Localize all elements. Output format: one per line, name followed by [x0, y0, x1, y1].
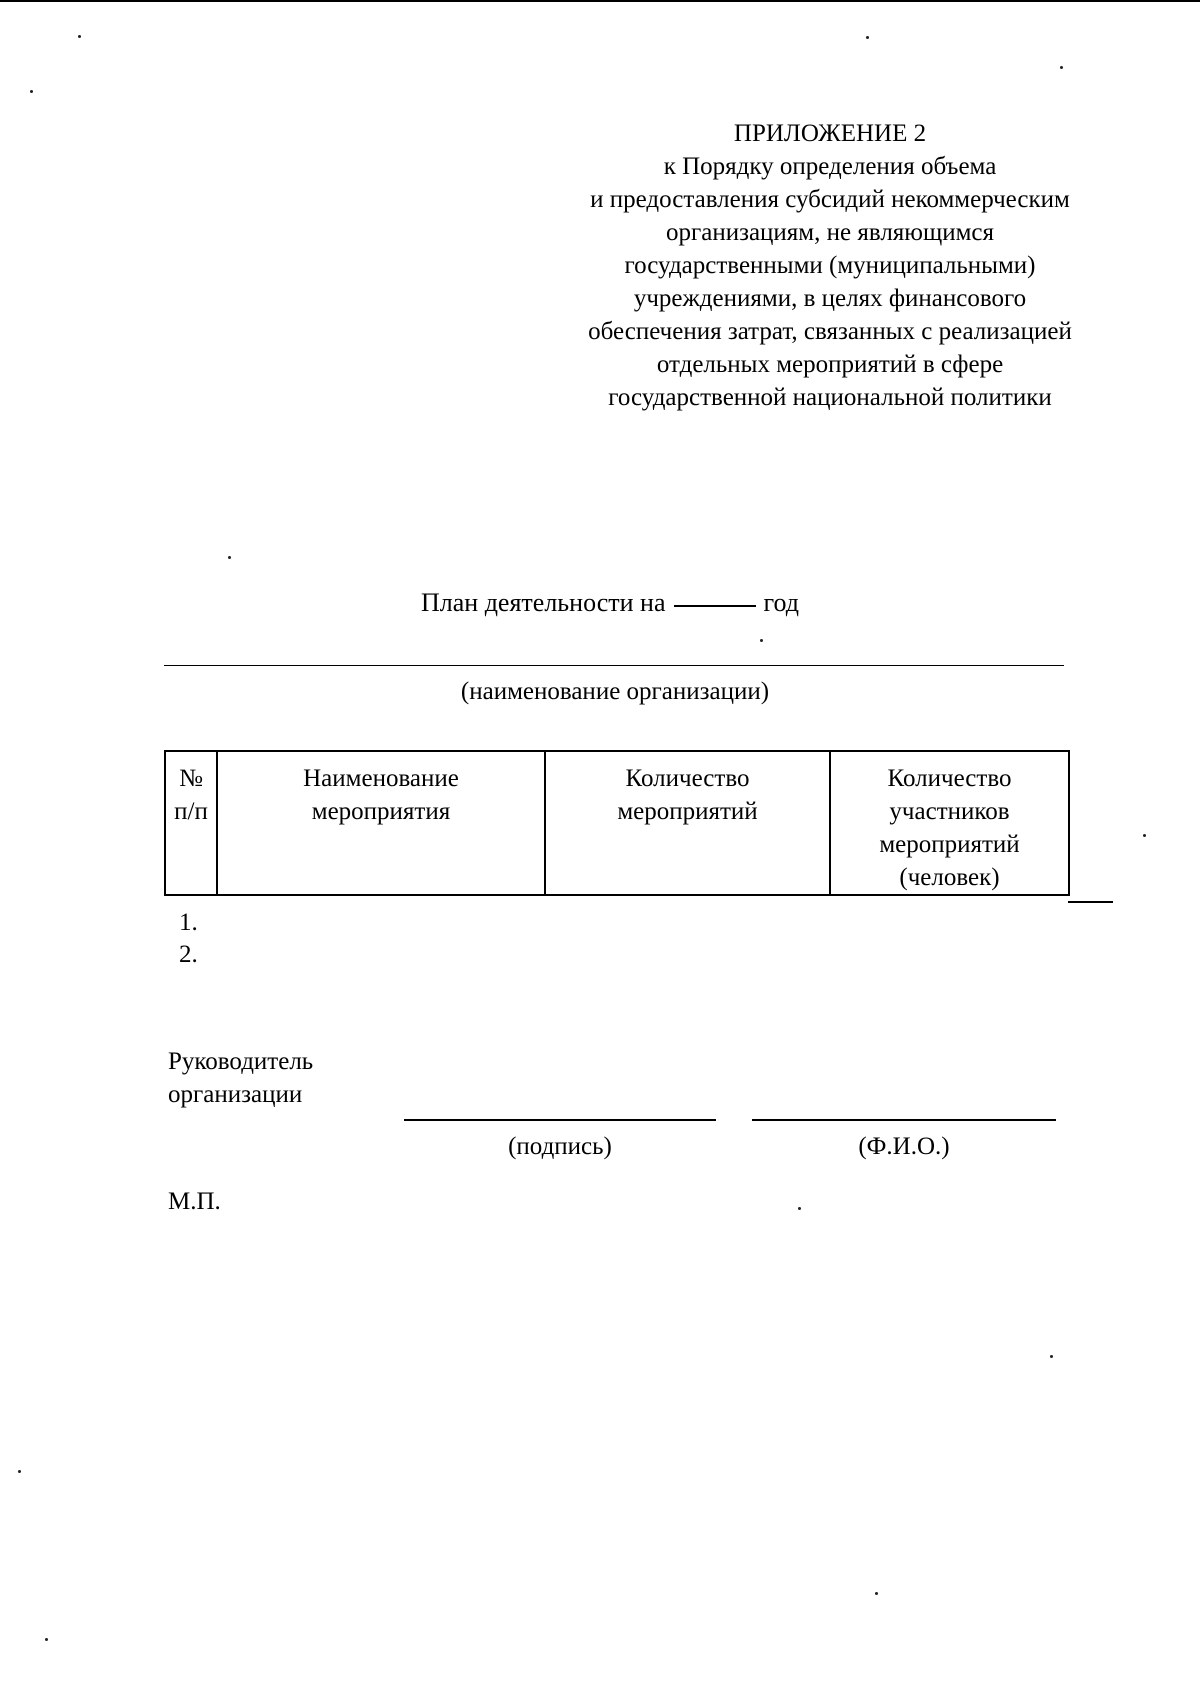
column-header-line: п/п	[174, 798, 208, 825]
organization-name-line	[164, 665, 1064, 666]
table-bottom-rule-extension	[1068, 901, 1113, 903]
column-header-line: Наименование	[303, 765, 459, 792]
scan-speck	[18, 1470, 21, 1473]
column-header-event-count	[545, 751, 830, 895]
appendix-line: к Порядку определения объема	[663, 153, 997, 180]
appendix-header	[540, 117, 1120, 414]
column-header-line: мероприятия	[311, 798, 451, 825]
column-header-line: Количество	[887, 765, 1012, 792]
full-name-line	[752, 1119, 1056, 1121]
appendix-line: организациям, не являющимся	[665, 219, 995, 246]
row-number: 2.	[179, 941, 198, 968]
head-label-line: организации	[168, 1081, 303, 1108]
page-top-border	[0, 0, 1200, 2]
plan-title-suffix: год	[763, 588, 799, 617]
scan-speck	[1060, 66, 1063, 69]
appendix-title: ПРИЛОЖЕНИЕ 2	[733, 120, 927, 147]
scan-speck	[760, 639, 763, 642]
column-header-number	[165, 751, 217, 895]
scan-speck	[798, 1207, 801, 1210]
column-header-line: участников	[889, 798, 1010, 825]
stamp-place-label: М.П.	[168, 1188, 221, 1215]
year-blank-field	[674, 605, 756, 607]
column-header-participant-count	[830, 751, 1069, 895]
signature-caption: (подпись)	[508, 1133, 612, 1160]
scan-speck	[45, 1638, 48, 1641]
appendix-line: государственной национальной политики	[608, 384, 1052, 411]
signature-line	[404, 1119, 716, 1121]
plan-title-prefix: План деятельности на	[421, 588, 666, 617]
scan-speck	[228, 556, 231, 559]
head-label-line: Руководитель	[168, 1048, 314, 1075]
scan-speck	[875, 1592, 878, 1595]
appendix-line: и предоставления субсидий некоммерческим	[590, 186, 1070, 213]
full-name-caption: (Ф.И.О.)	[858, 1133, 950, 1160]
column-header-line: (человек)	[899, 864, 1000, 891]
activities-table	[164, 750, 1070, 896]
column-header-event-name	[217, 751, 545, 895]
appendix-line: обеспечения затрат, связанных с реализацией	[588, 318, 1072, 345]
appendix-line: отдельных мероприятий в сфере	[656, 351, 1004, 378]
head-of-organization-label	[168, 1045, 313, 1111]
column-header-line: мероприятий	[617, 798, 758, 825]
table-row-numbers	[179, 907, 198, 971]
column-header-line: №	[179, 765, 203, 792]
scan-speck	[1143, 834, 1146, 837]
row-number: 1.	[179, 909, 198, 936]
appendix-line: государственными (муниципальными)	[624, 252, 1036, 279]
organization-name-caption: (наименование организации)	[460, 678, 770, 705]
column-header-line: мероприятий	[879, 831, 1020, 858]
scan-speck	[78, 35, 81, 38]
plan-title	[380, 588, 840, 618]
column-header-line: Количество	[625, 765, 750, 792]
appendix-line: учреждениями, в целях финансового	[633, 285, 1027, 312]
scan-speck	[1050, 1355, 1053, 1358]
scan-speck	[866, 36, 869, 39]
scan-speck	[30, 90, 33, 93]
table-header-row	[165, 751, 1069, 895]
